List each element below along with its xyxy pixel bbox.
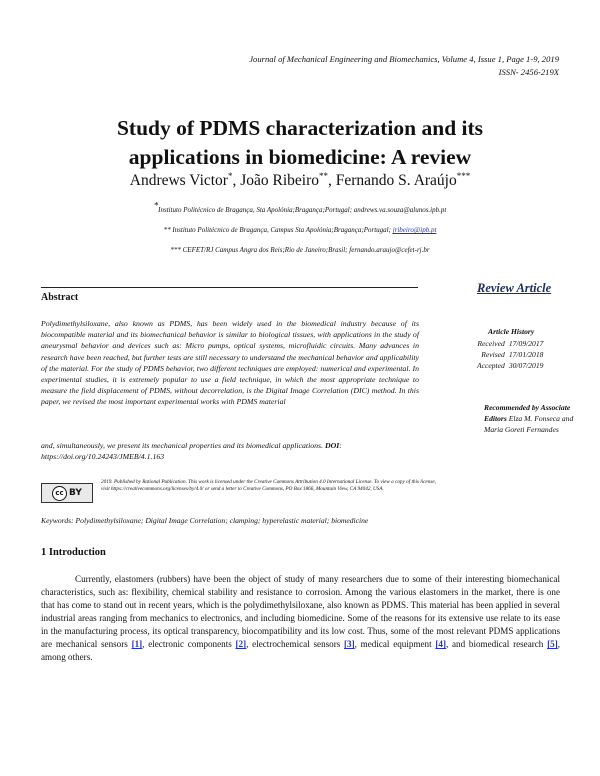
citation-link[interactable]: [5] <box>547 639 558 649</box>
article-type-label: Review Article <box>477 281 552 295</box>
affiliation-1 <box>0 200 600 215</box>
license-text: 2019. Published by Rational Publication. This work is licensed under the Creative Commons Attribution 4.0 International License. To view a copy of this license, visit https://creativecommons.org/licenses/by/4.0/ or send a letter to Creative Commons, PO Box 1866, Mountain View, CA 94042, USA. <box>101 479 436 493</box>
article-history-heading: Article History <box>488 327 535 336</box>
title-line-2: applications in biomedicine: A review <box>128 145 472 169</box>
history-label: Received <box>477 339 505 348</box>
author-name: João Ribeiro <box>240 172 320 189</box>
paragraph-text: Currently, elastomers (rubbers) have been the object of study of many researchers due to some of their interesting biomechanical characteristics, such as: flexibility, chemical stability and resistance to corrosion. Among the various elastomers in the market, there is one that has come to stand out in recent years, which is the polydimethylsiloxane, also known as PDMS. This material has been applied in several industrial areas ranging from mechanics to electronics, and including biomedicine. Some of the reasons for its extensive use relate to its ease in the manufacturing process, its optical transparency, biocompatibility and its low cost. Thus, some of the most relevant PDMS applications are mechanical sensors <box>41 574 560 649</box>
cc-icon: cc <box>52 486 67 501</box>
paragraph-text: , medical equipment <box>354 639 436 649</box>
history-row <box>477 360 547 371</box>
paragraph-text: , and biomedical research <box>445 639 548 649</box>
citation-link[interactable]: [1] <box>131 639 143 649</box>
doi-value[interactable]: : https://doi.org/10.24243/JMEB/4.1.163 <box>41 441 342 462</box>
author-mark: * <box>227 170 233 181</box>
author-mark: ** <box>319 170 329 181</box>
recommended-names: Elza M. Fonseca and Maria Goreti Fernandes <box>484 414 574 434</box>
affiliation-text: CEFET/RJ Campus Angra dos Reis;Rio de Janeiro;Brasil; fernando.araujo@cefet-rj.br <box>182 246 430 254</box>
journal-header <box>249 53 559 79</box>
recommended-label: Recommended by Associate Editors <box>484 403 571 423</box>
cc-badge-text: BY <box>69 488 82 498</box>
abstract-text: Polydimethylsiloxane, also known as PDMS, has been widely used in the biomedical industry because of its biocompatible material and its biomechanical behavior is similar to biological tissues, with applications in the study of aneurysmal behavior and devices such as: Micro pumps, optical systems, microfluidic circuits. Many advances in research have been reached, but further tests are still necessary to understand the mechanical behavior and applicability of the material. For the study of PDMS behavior, two different techniques are employed: numerical and experimental. In experimental studies, it is extremely popular to use a field technique, in which the most appropriate technique to measure the field displacement of PDMS, without decorrelation, is the Digital Image Correlation (DIC) method. In this paper, we revised the most important experimental works with PDMS material <box>41 319 419 407</box>
history-label: Accepted <box>477 361 505 370</box>
journal-citation: Journal of Mechanical Engineering and Biomechanics, Volume 4, Issue 1, Page 1-9, 2019 <box>249 54 559 64</box>
affiliation-mark: ** <box>163 226 171 234</box>
author-name: Fernando S. Araújo <box>335 172 457 189</box>
section-heading: 1 Introduction <box>41 547 106 558</box>
paragraph-text: , electronic components <box>142 639 236 649</box>
citation-link[interactable]: [4] <box>435 639 446 649</box>
author-mark: *** <box>456 170 471 181</box>
recommended-by <box>484 402 574 435</box>
affiliation-mark: *** <box>170 246 181 254</box>
citation-link[interactable]: [2] <box>235 639 247 649</box>
affiliation-email-link[interactable]: jribeiro@ipb.pt <box>392 226 437 234</box>
affiliation-mark: * <box>153 200 159 211</box>
journal-issn: ISSN- 2456-219X <box>498 67 559 77</box>
affiliation-text: Instituto Politécnico de Bragança, Campus Sta Apolónia;Bragança;Portugal; <box>172 226 393 234</box>
abstract-heading: Abstract <box>41 292 79 303</box>
history-row <box>477 338 547 349</box>
history-date: 17/09/2017 <box>508 339 544 348</box>
author-list: Andrews Victor*, João Ribeiro**, Fernando S. Araújo*** <box>129 170 471 189</box>
abstract-text-2: and, simultaneously, we present its mechanical properties and its biomedical applications. <box>41 441 325 450</box>
citation-link[interactable]: [3] <box>344 639 355 649</box>
history-label: Revised <box>481 350 505 359</box>
affiliation-3 <box>0 245 600 255</box>
doi-label: DOI <box>324 441 340 450</box>
abstract-continuation <box>41 440 419 462</box>
introduction-paragraph <box>41 573 560 664</box>
affiliation-text: Instituto Politécnico de Bragança, Sta Apolónia;Bragança;Portugal; andrews.va.souza@alunos.ipb.pt <box>158 206 447 214</box>
article-history-table <box>477 338 547 371</box>
abstract-divider <box>41 287 418 288</box>
keywords: Keywords: Polydimethylsiloxane; Digital Image Correlation; clamping; hyperelastic material; biomedicine <box>41 516 369 525</box>
history-date: 17/01/2018 <box>508 350 544 359</box>
affiliation-2 <box>0 225 600 235</box>
history-row <box>477 349 547 360</box>
cc-license-badge[interactable] <box>41 483 93 503</box>
paper-title <box>0 114 600 172</box>
author-name: Andrews Victor <box>129 172 228 189</box>
paragraph-text: , among others. <box>41 639 561 662</box>
history-date: 30/07/2019 <box>508 361 544 370</box>
title-line-1: Study of PDMS characterization and its <box>116 116 484 140</box>
paragraph-text: , electrochemical sensors <box>246 639 345 649</box>
